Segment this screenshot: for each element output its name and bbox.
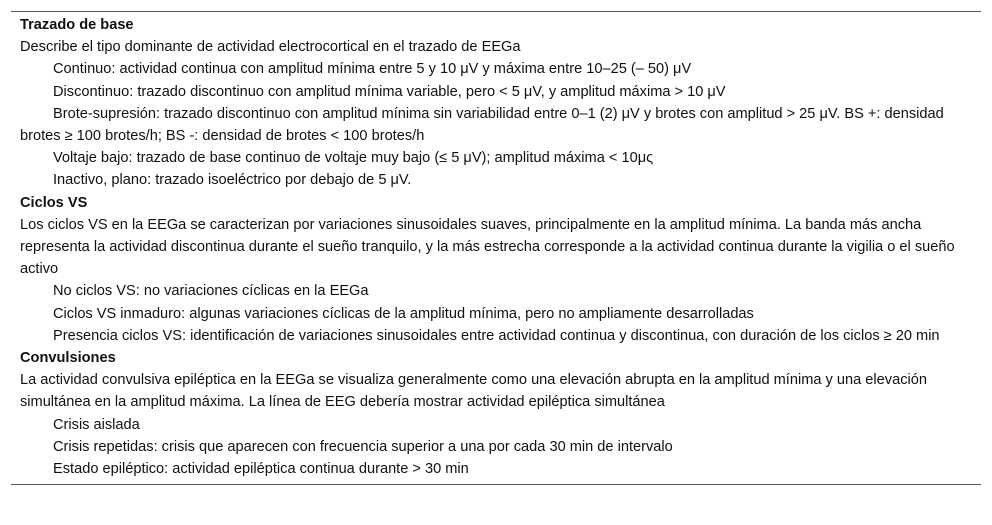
list-item: Voltaje bajo: trazado de base continuo de voltaje muy bajo (≤ 5 μV); amplitud máxima < 10μς	[53, 150, 654, 167]
section-heading-convulsiones: Convulsiones	[20, 350, 116, 367]
section-heading-ciclos-vs: Ciclos VS	[20, 194, 88, 211]
list-item: Crisis aislada	[53, 416, 140, 433]
section-intro-ciclos-vs: Los ciclos VS en la EEGa se caracterizan por variaciones sinusoidales suaves, principalmente en la amplitud mínima. La banda más ancha representa la actividad discontinua durante el sueño tranquilo, y la más estrecha corresponde a la actividad continua durante la vigilia o el sueño activo	[20, 216, 955, 278]
section-heading-trazado-de-base: Trazado de base	[20, 17, 134, 33]
list-item: Presencia ciclos VS: identificación de variaciones sinusoidales entre actividad continua y discontinua, con duración de los ciclos ≥ 20 min	[53, 327, 940, 344]
table-cell	[11, 14, 981, 480]
eeg-criteria-table	[11, 11, 981, 485]
section-intro-trazado-de-base: Describe el tipo dominante de actividad electrocortical en el trazado de EEGa	[20, 39, 521, 56]
list-item: Estado epiléptico: actividad epiléptica continua durante > 30 min	[53, 461, 469, 478]
list-item: Inactivo, plano: trazado isoeléctrico por debajo de 5 μV.	[53, 172, 412, 189]
list-item: Continuo: actividad continua con amplitud mínima entre 5 y 10 μV y máxima entre 10–25 (– 50) μV	[53, 61, 692, 78]
list-item: Ciclos VS inmaduro: algunas variaciones cíclicas de la amplitud mínima, pero no ampliamente desarrolladas	[53, 305, 754, 322]
list-item: Discontinuo: trazado discontinuo con amplitud mínima variable, pero < 5 μV, y amplitud máxima > 10 μV	[53, 83, 726, 100]
section-intro-convulsiones: La actividad convulsiva epiléptica en la EEGa se visualiza generalmente como una elevación abrupta en la amplitud mínima y una elevación simultánea en la amplitud máxima. La línea de EEG debería mostrar actividad epiléptica simultánea	[20, 372, 927, 411]
list-item: Crisis repetidas: crisis que aparecen con frecuencia superior a una por cada 30 min de intervalo	[53, 438, 673, 455]
list-item: No ciclos VS: no variaciones cíclicas en la EEGa	[53, 283, 369, 300]
list-item: Brote-supresión: trazado discontinuo con amplitud mínima sin variabilidad entre 0–1 (2) μV y brotes con amplitud > 25 μV. BS +: densidad brotes ≥ 100 brotes/h; BS -: densidad de brotes < 100 brotes/h	[20, 105, 944, 145]
